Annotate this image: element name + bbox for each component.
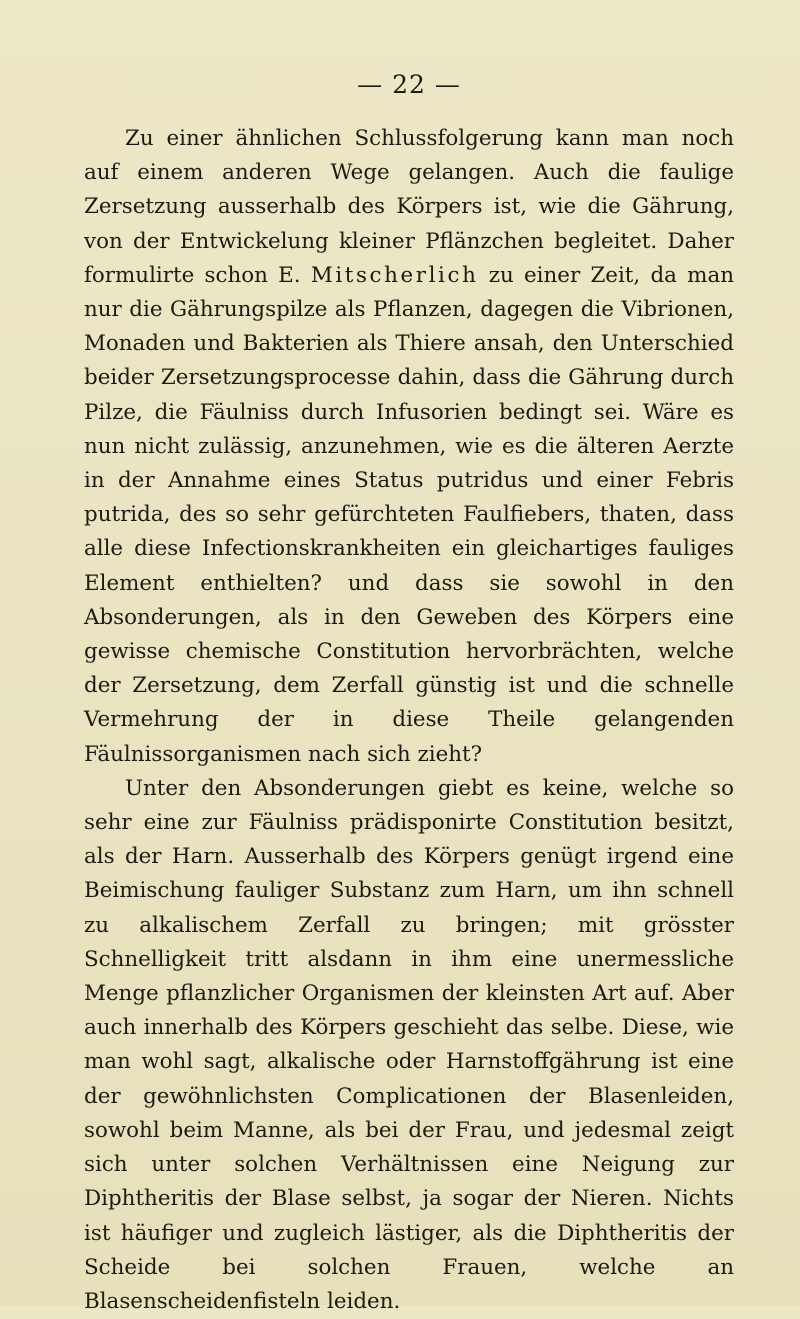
page-number: — 22 — [357,70,461,99]
paragraph-2: Unter den Absonderungen giebt es keine, welche so sehr eine zur Fäulniss prädisponirte Constitution besitzt, als der Harn. Ausserhalb des Körpers genügt irgend eine Beimischung fauliger Substanz zum Harn, um ihn schnell zu alkalischem Zerfall zu bringen; mit grösster Schnelligkeit tritt alsdann in ihm eine unermessliche Menge pflanzlicher Organismen der kleinsten Art auf. Aber auch innerhalb des Körpers geschieht das selbe. Diese, wie man wohl sagt, alkalische oder Harnstoffgährung ist eine der gewöhnlichsten Complicationen der Blasenleiden, sowohl beim Manne, als bei der Frau, und jedesmal zeigt sich unter solchen Verhältnissen eine Neigung zur Diphtheritis der Blase selbst, ja sogar der Nieren. Nichts ist häufiger und zugleich lästiger, als die Diphtheritis der Scheide bei solchen Frauen, welche an Blasenscheidenfisteln leiden. [84,775,734,1314]
paragraph-1-part-a: Zu einer ähnlichen Schlussfolgerung kann man noch auf einem anderen Wege gelangen. Auch die faulige Zersetzung ausserhalb des Körpers ist, wie die Gährung, von der Entwickelung kleiner Pflänzchen begleitet. Daher formulirte schon E. [84,126,734,288]
body-text [84,122,734,1319]
paragraph-1 [84,122,734,772]
author-name-mitscherlich: Mitscherlich [310,262,479,288]
paragraph-1-part-b: zu einer Zeit, da man nur die Gährungspilze als Pflanzen, dagegen die Vibrionen, Monaden und Bakterien als Thiere ansah, den Unterschied beider Zersetzungsprocesse dahin, dass die Gährung durch Pilze, die Fäulniss durch Infusorien bedingt sei. Wäre es nun nicht zulässig, anzunehmen, wie es die älteren Aerzte in der Annahme eines Status putridus und einer Febris putrida, des so sehr gefürchteten Faulfiebers, thaten, dass alle diese Infectionskrankheiten ein gleichartiges fauliges Element enthielten? und dass sie sowohl in den Absonderungen, als in den Geweben des Körpers eine gewisse chemische Constitution hervorbrächten, welche der Zersetzung, dem Zerfall günstig ist und die schnelle Vermehrung der in diese Theile gelangenden Fäulnissorganismen nach sich zieht? [84,262,734,767]
